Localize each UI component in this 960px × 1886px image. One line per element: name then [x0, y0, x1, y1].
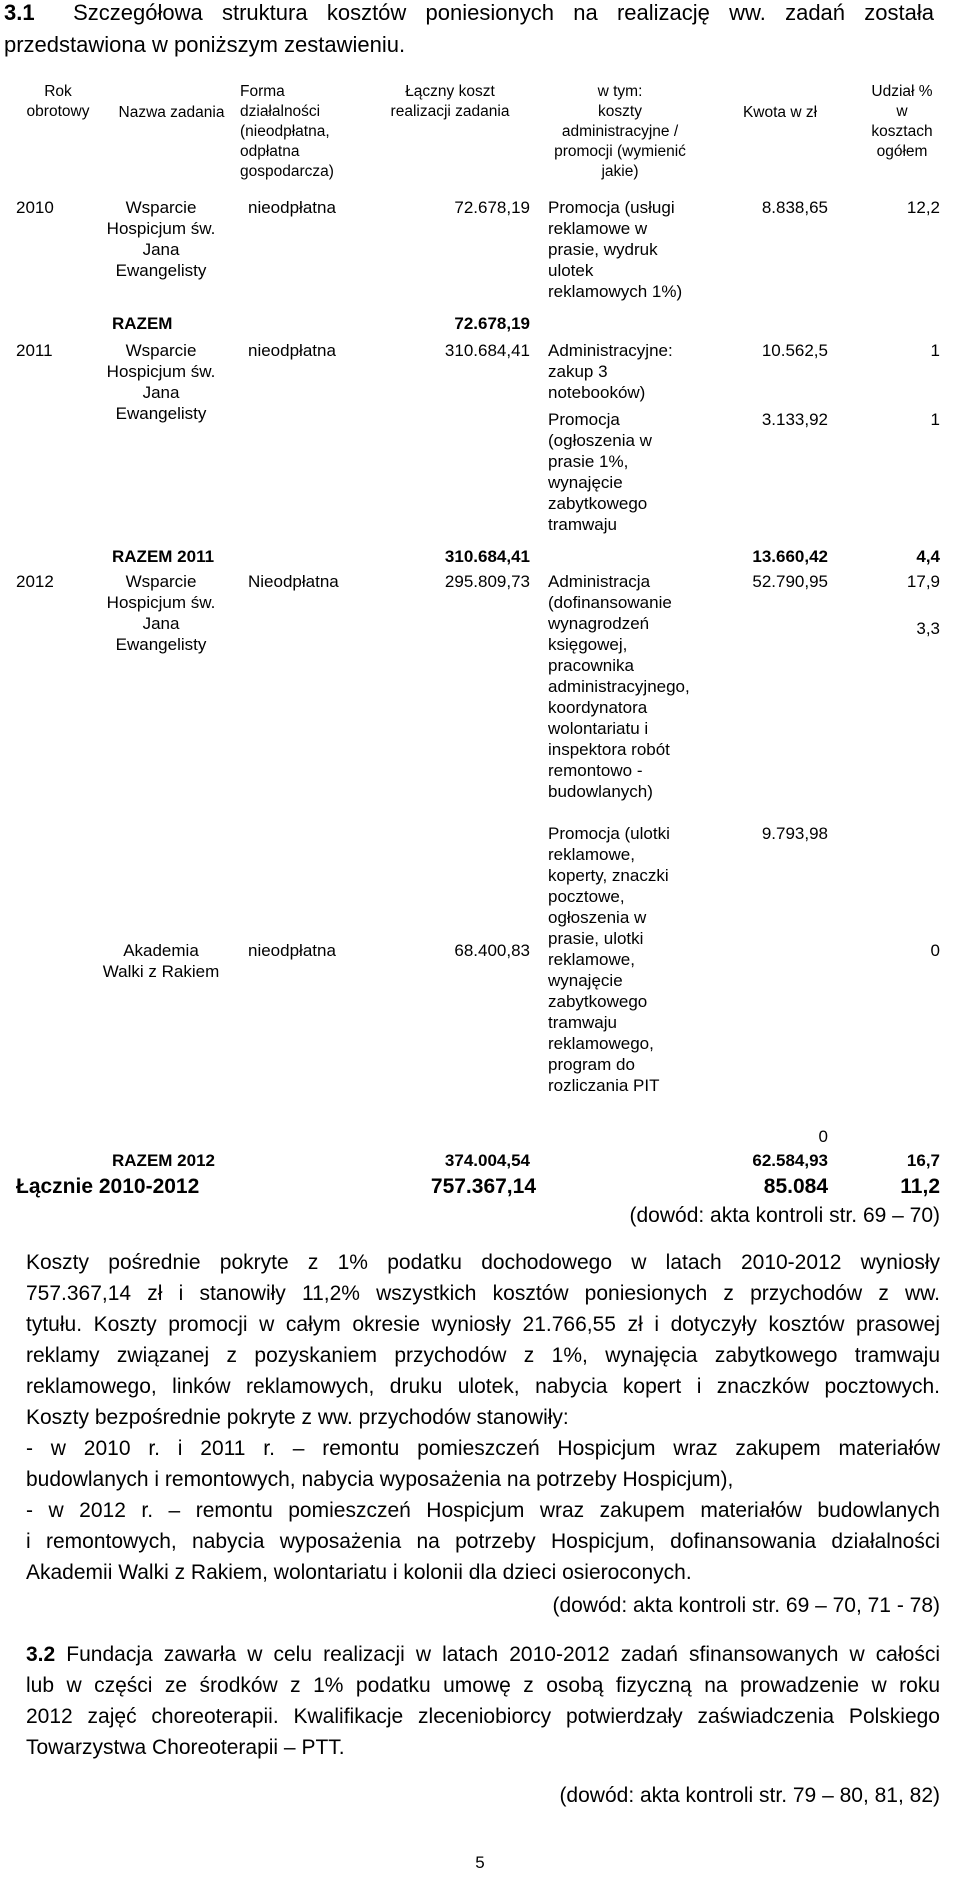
s2-line1: Fundacja zawarła w celu realizacji w latach 2010-2012 zadań sfinansowanych w całości: [66, 1643, 940, 1666]
desc-2012-b-l7: reklamowe,: [548, 950, 635, 969]
sum-total-2012: 374.004,54: [444, 1151, 530, 1170]
task-2012-a-l1: Wsparcie: [125, 572, 197, 591]
desc-2010-l5: reklamowych 1%): [548, 282, 683, 301]
sum-label-2010: RAZEM: [112, 314, 173, 333]
task-2010-l2: Hospicjum św.: [106, 219, 216, 238]
sum-share-2011: 4,4: [916, 547, 940, 566]
sum-total-2011: 310.684,41: [444, 547, 530, 566]
desc-2011-b-l5: zabytkowego: [548, 494, 648, 513]
header-amount: Kwota w zł: [742, 104, 818, 121]
sum-amount-2011: 13.660,42: [752, 547, 828, 566]
task-2010: [96, 197, 226, 281]
p1-line5: reklamowego, linków reklamowych, druku ulotek, nabycia kopert i znaczków pocztowych.: [26, 1375, 940, 1398]
sum-total-2010: 72.678,19: [454, 314, 530, 333]
header-detail-l2: koszty: [598, 103, 642, 120]
share-2011-a: 1: [930, 341, 940, 360]
grand-amount: 85.084: [763, 1175, 828, 1198]
desc-2011-a: [548, 340, 673, 403]
year-2010: 2010: [16, 198, 54, 217]
form-2010: nieodpłatna: [248, 198, 336, 217]
s2-line4: Towarzystwa Choreoterapii – PTT.: [26, 1736, 345, 1759]
p1-line9: - w 2012 r. – remontu pomieszczeń Hospicjum wraz zakupem materiałów budowlanych: [26, 1499, 940, 1522]
header-form-l2: działalności: [240, 103, 321, 120]
desc-2011-b-l6: tramwaju: [548, 515, 617, 534]
desc-2012-b-l12: program do: [548, 1055, 635, 1074]
sum-label-2011: RAZEM 2011: [112, 547, 215, 566]
desc-2012-a-l1: Administracja: [548, 572, 651, 591]
task-2012-b-l1: Akademia: [123, 941, 199, 960]
sum-share-2012: 16,7: [906, 1151, 940, 1170]
task-2012-b: [96, 940, 226, 982]
section-3-2: [26, 1639, 940, 1763]
desc-2010-l4: ulotek: [548, 261, 594, 280]
desc-2011-b-l2: (ogłoszenia w: [548, 431, 652, 450]
amount-2012-b: 9.793,98: [761, 824, 828, 843]
desc-2012-b-l2: reklamowe,: [548, 845, 635, 864]
heading-line2: przedstawiona w poniższym zestawieniu.: [4, 32, 406, 57]
desc-2012-a-l4: księgowej,: [548, 635, 628, 654]
desc-2012-a-l3: wynagrodzeń: [548, 614, 650, 633]
s2-line3: 2012 zajęć choreoterapii. Kwalifikacje zleceniobiorcy potwierdzały zaświadczenia Polskiego: [26, 1705, 940, 1728]
share-2012-a2: 3,3: [916, 619, 940, 638]
desc-2012-a-l10: remontowo -: [548, 761, 643, 780]
sum-amount-2012: 62.584,93: [752, 1151, 828, 1170]
p1-line3: tytułu. Koszty promocji w całym okresie wyniosły 21.766,55 zł i dotyczyły kosztów prasowej: [26, 1313, 940, 1336]
header-detail-l1: w tym:: [597, 83, 643, 100]
header-total-l1: Łączny koszt: [405, 83, 495, 100]
desc-2012-b-l4: pocztowe,: [548, 887, 625, 906]
task-2010-l3: Jana: [142, 240, 180, 259]
header-form-l3: (nieodpłatna,: [240, 123, 330, 140]
header-detail-l4: promocji (wymienić: [554, 143, 686, 160]
desc-2012-b-l11: reklamowego,: [548, 1034, 654, 1053]
task-2011-l3: Jana: [142, 383, 180, 402]
desc-2010-l2: reklamowe w: [548, 219, 648, 238]
paragraph-costs: [26, 1247, 940, 1588]
desc-2012-a: [548, 571, 690, 802]
desc-2010-l1: Promocja (usługi: [548, 198, 675, 217]
amount-2010: 8.838,65: [761, 198, 828, 217]
p1-line2: 757.367,14 zł i stanowiły 11,2% wszystkich kosztów poniesionych z przychodów z ww.: [26, 1282, 940, 1305]
section-heading: [4, 0, 934, 58]
desc-2012-a-l8: wolontariatu i: [548, 719, 649, 738]
section-3-2-number: 3.2: [26, 1643, 56, 1666]
year-2011: 2011: [16, 341, 53, 360]
task-2011-l1: Wsparcie: [125, 341, 197, 360]
header-total: [370, 82, 530, 122]
task-2011-l4: Ewangelisty: [115, 404, 207, 423]
desc-2012-b: [548, 823, 670, 1096]
form-2011: nieodpłatna: [248, 341, 336, 360]
sum-label-2012: RAZEM 2012: [112, 1151, 215, 1170]
header-year: [16, 82, 100, 122]
share-2012-b: 0: [930, 941, 940, 960]
header-share-l2: w: [896, 103, 908, 120]
desc-2010: [548, 197, 682, 302]
header-form: [240, 82, 350, 182]
amount-2012-c: 0: [818, 1127, 828, 1146]
p1-line8: budowlanych i remontowych, nabycia wyposażenia na potrzeby Hospicjum),: [26, 1468, 734, 1491]
header-detail-l5: jakie): [601, 163, 639, 180]
share-2012-a: 17,9: [906, 572, 940, 591]
desc-2011-a-l3: notebooków): [548, 383, 646, 402]
page-number: 5: [475, 1853, 485, 1872]
desc-2012-a-l6: administracyjnego,: [548, 677, 690, 696]
grand-share: 11,2: [900, 1175, 940, 1198]
p1-line6: Koszty bezpośrednie pokryte z ww. przychodów stanowiły:: [26, 1406, 569, 1429]
task-2010-l4: Ewangelisty: [115, 261, 207, 280]
s2-line2: lub w części ze środków z 1% podatku umowę z osobą fizyczną na prowadzenie w roku: [26, 1674, 940, 1697]
form-2012-b: nieodpłatna: [248, 941, 336, 960]
task-2012-a: [96, 571, 226, 655]
task-2012-b-l2: Walki z Rakiem: [102, 962, 220, 981]
desc-2012-b-l1: Promocja (ulotki: [548, 824, 670, 843]
task-2011-l2: Hospicjum św.: [106, 362, 216, 381]
amount-2011-a: 10.562,5: [761, 341, 828, 360]
share-2011-b: 1: [930, 410, 940, 429]
total-2012-b: 68.400,83: [454, 941, 530, 960]
desc-2011-a-l2: zakup 3: [548, 362, 608, 381]
year-2012: 2012: [16, 572, 54, 591]
grand-label: Łącznie 2010-2012: [16, 1175, 200, 1198]
header-form-l1: Forma: [240, 83, 285, 100]
desc-2011-a-l1: Administracyjne:: [548, 341, 673, 360]
desc-2012-b-l9: zabytkowego: [548, 992, 648, 1011]
share-2010: 12,2: [906, 198, 940, 217]
task-2012-a-l3: Jana: [142, 614, 180, 633]
heading-line1: Szczegółowa struktura kosztów poniesionych na realizację ww. zadań została: [73, 0, 934, 25]
total-2010: 72.678,19: [454, 198, 530, 217]
task-2010-l1: Wsparcie: [125, 198, 197, 217]
desc-2012-a-l2: (dofinansowanie: [548, 593, 672, 612]
header-year-l2: obrotowy: [26, 103, 90, 120]
form-2012-a: Nieodpłatna: [248, 572, 339, 591]
desc-2012-a-l7: koordynatora: [548, 698, 648, 717]
desc-2012-b-l13: rozliczania PIT: [548, 1076, 660, 1095]
total-2011: 310.684,41: [444, 341, 530, 360]
desc-2012-a-l5: pracownika: [548, 656, 634, 675]
desc-2011-b-l1: Promocja: [548, 410, 620, 429]
evidence-note-1: (dowód: akta kontroli str. 69 – 70): [629, 1204, 940, 1227]
evidence-note-3: (dowód: akta kontroli str. 79 – 80, 81, 82): [559, 1784, 940, 1807]
task-2011: [96, 340, 226, 424]
p1-line4: reklamy związanej z pozyskaniem przychodów z 1%, wynajęcia zabytkowego tramwaju: [26, 1344, 940, 1367]
total-2012-a: 295.809,73: [444, 572, 530, 591]
desc-2011-b-l3: prasie 1%,: [548, 452, 629, 471]
p1-line11: Akademii Walki z Rakiem, wolontariatu i kolonii dla dzieci osieroconych.: [26, 1561, 692, 1584]
p1-line1: Koszty pośrednie pokryte z 1% podatku dochodowego w latach 2010-2012 wyniosły: [26, 1251, 940, 1274]
p1-line7: - w 2010 r. i 2011 r. – remontu pomieszczeń Hospicjum wraz zakupem materiałów: [26, 1437, 940, 1460]
header-detail-l3: administracyjne /: [561, 123, 679, 140]
desc-2012-b-l10: tramwaju: [548, 1013, 617, 1032]
grand-total: 757.367,14: [430, 1175, 536, 1198]
header-task: Nazwa zadania: [118, 104, 225, 121]
header-detail: [530, 82, 710, 182]
desc-2012-b-l5: ogłoszenia w: [548, 908, 647, 927]
amount-2012-a: 52.790,95: [752, 572, 828, 591]
header-share: [852, 82, 952, 162]
header-form-l4: odpłatna: [240, 143, 300, 160]
header-share-l1: Udział %: [871, 83, 933, 100]
desc-2010-l3: prasie, wydruk: [548, 240, 658, 259]
header-share-l4: ogółem: [876, 143, 928, 160]
p1-line10: i remontowych, nabycia wyposażenia na potrzeby Hospicjum, dofinansowania działalności: [26, 1530, 940, 1553]
desc-2012-b-l3: koperty, znaczki: [548, 866, 669, 885]
header-year-l1: Rok: [44, 83, 72, 100]
evidence-note-2: (dowód: akta kontroli str. 69 – 70, 71 - 78): [552, 1594, 940, 1617]
header-total-l2: realizacji zadania: [390, 103, 510, 120]
desc-2011-b-l4: wynajęcie: [548, 473, 623, 492]
desc-2012-b-l8: wynajęcie: [548, 971, 623, 990]
header-share-l3: kosztach: [871, 123, 933, 140]
desc-2012-a-l9: inspektora robót: [548, 740, 670, 759]
desc-2012-b-l6: prasie, ulotki: [548, 929, 644, 948]
header-form-l5: gospodarcza): [240, 163, 334, 180]
amount-2011-b: 3.133,92: [761, 410, 828, 429]
heading-number: 3.1: [4, 0, 35, 25]
desc-2011-b: [548, 409, 652, 535]
task-2012-a-l2: Hospicjum św.: [106, 593, 216, 612]
task-2012-a-l4: Ewangelisty: [115, 635, 207, 654]
desc-2012-a-l11: budowlanych): [548, 782, 653, 801]
